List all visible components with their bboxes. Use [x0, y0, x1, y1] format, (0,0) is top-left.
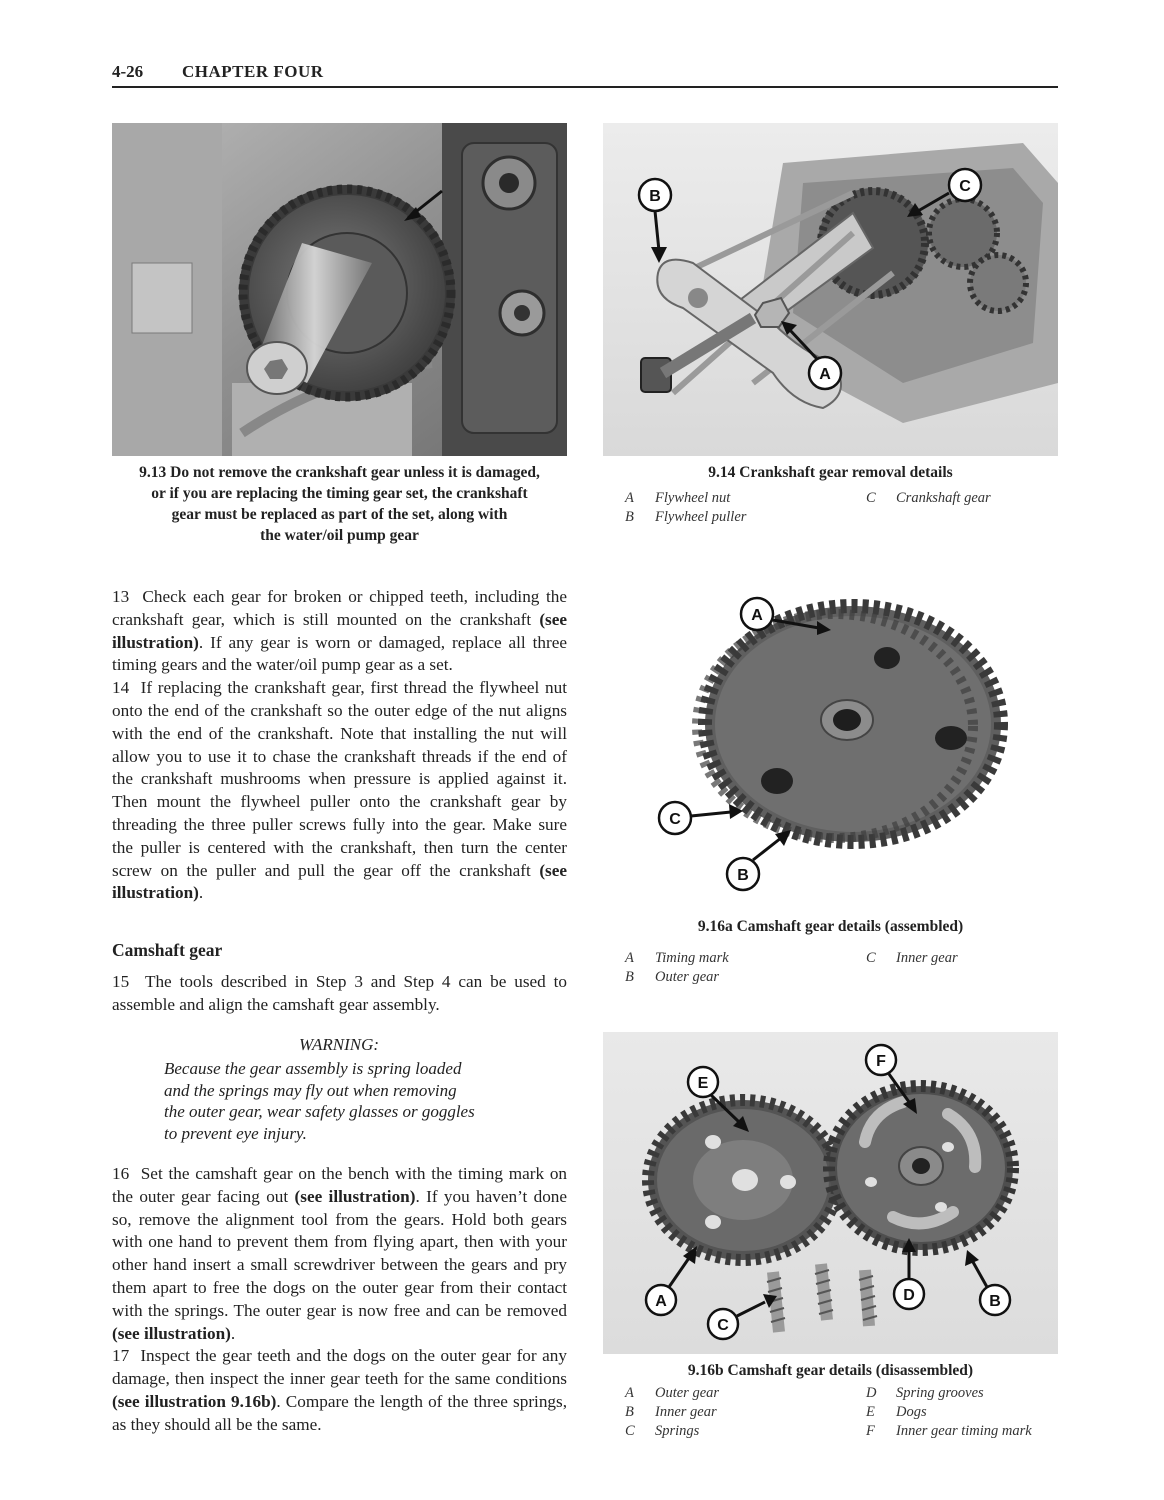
- caption-9-16a: 9.16a Camshaft gear details (assembled): [697, 918, 964, 935]
- legend-item: C Crankshaft gear: [866, 490, 991, 506]
- legend-item: C Springs: [625, 1423, 700, 1439]
- warning-line: to prevent eye injury.: [164, 1123, 307, 1143]
- caption-line: 9.13 Do not remove the crankshaft gear unless it is damaged,: [139, 464, 540, 481]
- legend-item: A Flywheel nut: [625, 490, 731, 506]
- caption-line: gear must be replaced as part of the set, along with: [171, 506, 508, 523]
- callout-a-9-16b: [646, 1285, 676, 1315]
- chapter-title: CHAPTER FOUR: [182, 62, 324, 81]
- step-text: .: [230, 1323, 236, 1343]
- photo-9-16b-disassembled-gear: [603, 1032, 1058, 1354]
- header-rule: [112, 86, 1058, 88]
- photo-9-13-crankshaft-gear: [112, 123, 567, 456]
- step-number: 13: [112, 587, 130, 606]
- svg-text:A: A: [655, 1293, 667, 1310]
- illustration-ref: (see illustration): [112, 1323, 231, 1343]
- caption-line: or if you are replacing the timing gear set, the crankshaft: [151, 485, 528, 502]
- callout-e-9-16b: [688, 1067, 718, 1097]
- legend-item: A Timing mark: [625, 950, 729, 966]
- step-text: Inspect the gear teeth and the dogs on the outer gear for any damage, then inspect the inner gear teeth for the same conditions: [112, 1346, 567, 1389]
- callout-d-9-16b: [894, 1279, 924, 1309]
- svg-text:D: D: [903, 1287, 915, 1304]
- callout-c-9-14: [949, 169, 981, 201]
- legend-item: B Outer gear: [625, 969, 720, 985]
- callout-f-9-16b: [866, 1045, 896, 1075]
- svg-text:C: C: [669, 811, 681, 828]
- photo-9-16a-assembled-gear: [603, 576, 1058, 906]
- illustration-ref: (see illustration): [112, 609, 567, 652]
- legend-9-16b-right: [866, 1384, 1056, 1441]
- step-text: .: [198, 883, 204, 903]
- caption-9-13: [112, 462, 567, 546]
- step-number: 14: [112, 678, 130, 698]
- step-text: If replacing the crankshaft gear, first thread the flywheel nut onto the end of the crankshaft so the outer edge of the nut aligns with the end of the crankshaft. Note that installing the nut will allow you to use it to chase the crankshaft threads if the end of the crankshaft mushrooms when pressure is applied against it. Then mount the flywheel puller onto the crankshaft gear by threading the three puller screws fully into the gear. Make sure the puller is centered with the crankshaft, then turn the center screw on the puller and pull the gear off the crankshaft: [112, 678, 568, 880]
- svg-text:A: A: [819, 366, 831, 383]
- callout-a-9-14: [809, 357, 841, 389]
- svg-text:E: E: [697, 1075, 709, 1092]
- legend-item: F Inner gear timing mark: [866, 1423, 1032, 1439]
- page-header: [112, 60, 1058, 88]
- legend-item: D Spring grooves: [866, 1385, 984, 1401]
- caption-9-16b: 9.16b Camshaft gear details (disassembled): [687, 1362, 974, 1379]
- svg-text:C: C: [717, 1317, 729, 1334]
- legend-9-14-left: [625, 489, 845, 527]
- warning-body: [164, 1058, 544, 1144]
- illustration-ref: (see illustration 9.16b): [112, 1391, 277, 1411]
- step-number: 15: [112, 972, 130, 991]
- callout-b-9-16b: [980, 1285, 1010, 1315]
- svg-text:B: B: [649, 188, 661, 205]
- svg-text:F: F: [876, 1053, 886, 1070]
- illustration-ref: (see illustration): [294, 1186, 416, 1206]
- svg-text:B: B: [989, 1293, 1001, 1310]
- svg-text:A: A: [751, 607, 763, 624]
- svg-text:C: C: [959, 178, 971, 195]
- warning-line: and the springs may fly out when removing: [164, 1080, 457, 1100]
- callout-b-9-16a: [727, 858, 759, 890]
- step-16-and-17: [112, 1163, 567, 1437]
- caption-line: the water/oil pump gear: [260, 527, 419, 544]
- page-number: 4-26: [112, 62, 144, 81]
- step-text: . If you haven’t done so, remove the alignment tool from the gears. Hold both gears with one hand to prevent them from flying apart, then with your other hand insert a small screwdriver between the gears and pry them apart to free the dogs on the outer gear from their contact with the springs. The outer gear is now free and can be removed: [112, 1186, 568, 1320]
- step-text: . Compare the length of the three springs, as they should all be the same.: [112, 1391, 567, 1434]
- warning-title: WARNING:: [298, 1035, 380, 1054]
- step-number: 16: [112, 1164, 130, 1183]
- warning-line: Because the gear assembly is spring loaded: [164, 1059, 462, 1078]
- photo-9-14-puller: [603, 123, 1058, 456]
- callout-c-9-16b: [708, 1309, 738, 1339]
- warning-line: the outer gear, wear safety glasses or goggles: [164, 1102, 475, 1121]
- callout-b-9-14: [639, 179, 671, 211]
- step-15: [112, 971, 567, 1017]
- callout-a-9-16a: [741, 598, 773, 630]
- step-number: 17: [112, 1346, 130, 1366]
- legend-item: C Inner gear: [866, 950, 958, 966]
- legend-item: A Outer gear: [625, 1385, 720, 1401]
- legend-item: B Inner gear: [625, 1404, 717, 1420]
- legend-9-16b-left: [625, 1384, 845, 1441]
- legend-9-16a-right: [866, 949, 1056, 968]
- subheading-camshaft-gear: Camshaft gear: [112, 940, 223, 960]
- step-text: Set the camshaft gear on the bench with the timing mark on the outer gear facing out: [112, 1164, 568, 1206]
- step-text: The tools described in Step 3 and Step 4 can be used to assemble and align the camshaft gear assembly.: [112, 972, 568, 1014]
- legend-item: E Dogs: [866, 1404, 927, 1420]
- callout-c-9-16a: [659, 802, 691, 834]
- caption-9-14: 9.14 Crankshaft gear removal details: [708, 464, 953, 481]
- illustration-ref: (see illustration): [112, 860, 567, 903]
- svg-text:B: B: [737, 867, 749, 884]
- legend-item: B Flywheel puller: [625, 509, 747, 525]
- step-text: . If any gear is worn or damaged, replace all three timing gears and the water/oil pump gear as a set.: [112, 632, 567, 675]
- step-13-and-14: [112, 586, 567, 905]
- legend-9-14-right: [866, 489, 1056, 508]
- step-text: Check each gear for broken or chipped teeth, including the crankshaft gear, which is still mounted on the crankshaft: [112, 587, 568, 629]
- legend-9-16a-left: [625, 949, 845, 987]
